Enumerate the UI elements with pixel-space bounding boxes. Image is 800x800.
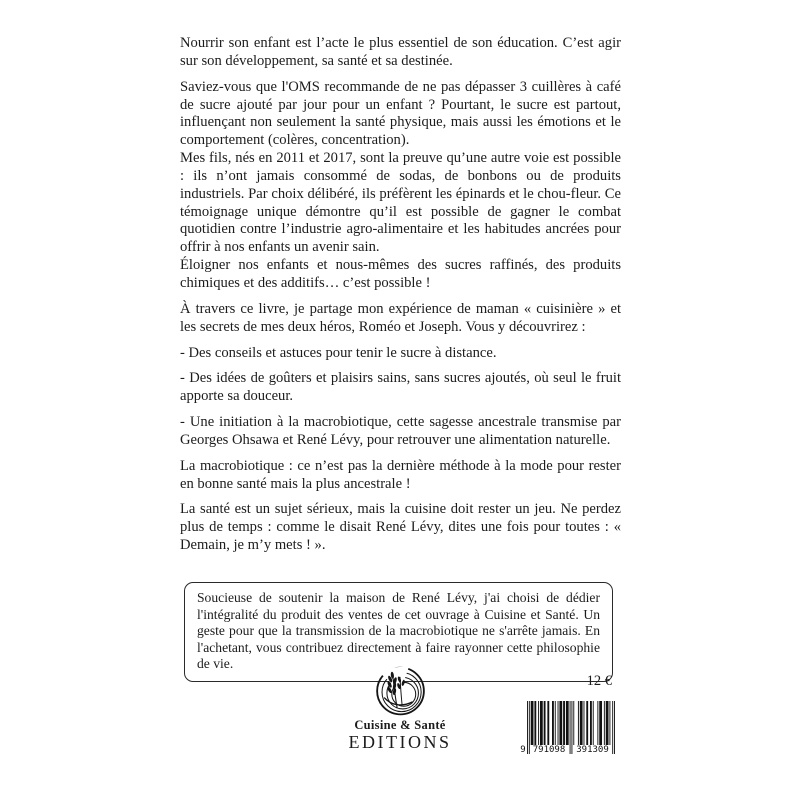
wheat-circle-logo-icon [373, 666, 428, 716]
bullet-item-3: - Une initiation à la macrobiotique, cette sagesse ancestrale transmise par Georges Ohsawa et René Lévy, pour retrouver une alimentation naturelle. [180, 414, 621, 448]
donation-note-text: Soucieuse de soutenir la maison de René Lévy, j'ai choisi de dédier l'intégralité du produit des ventes de cet ouvrage à Cuisine et Santé. Un geste pour que la transmission de la macrobiotique ne s'arrête jamais. En l'achetant, vous contribuez directement à faire rayonner cette philosophie de vie. [197, 590, 600, 672]
blurb-paragraph-6: La macrobiotique : ce n’est pas la dernière méthode à la mode pour rester en bonne santé mais la plus ancestrale ! [180, 457, 621, 492]
publisher-block [338, 666, 462, 753]
price-label: 12 € [586, 673, 612, 689]
blurb-paragraph-7: La santé est un sujet sérieux, mais la cuisine doit rester un jeu. Ne perdez plus de temps : comme le disait René Lévy, dites une fois pour toutes : « Demain, je m’y mets ! ». [180, 501, 621, 554]
publisher-name: Cuisine & Santé [354, 718, 446, 732]
publisher-editions-label: EDITIONS [348, 732, 452, 752]
bullet-item-1: - Des conseils et astuces pour tenir le sucre à distance. [180, 344, 497, 361]
blurb-column [180, 35, 621, 563]
blurb-paragraph-3: Mes fils, nés en 2011 et 2017, sont la preuve qu’une autre voie est possible : ils n’ont jamais consommé de sodas, de bonbons ou de produits industriels. Par choix délibéré, ils préfèrent les épinards et le chou-fleur. Ce témoignage unique démontre qu’il est possible de gagner le combat quotidien contre l’industrie agro-alimentaire et les habitudes ancrées pour offrir à nos enfants un avenir sain. [180, 150, 621, 256]
blurb-paragraph-2: Saviez-vous que l'OMS recommande de ne pas dépasser 3 cuillères à café de sucre ajouté par jour pour un enfant ? Pourtant, le sucre est partout, influençant non seulement la santé physique, mais aussi les émotions et le comportement (colères, concentration). [180, 78, 621, 149]
barcode-digits-right: 391309 [573, 745, 612, 755]
ean-barcode [521, 701, 617, 758]
blurb-paragraph-1: Nourrir son enfant est l’acte le plus essentiel de son éducation. C’est agir sur son développement, sa santé et sa destinée. [180, 35, 621, 69]
bullet-item-2: - Des idées de goûters et plaisirs sains, sans sucres ajoutés, où seul le fruit apporte sa douceur. [180, 370, 621, 405]
blurb-paragraph-4: Éloigner nos enfants et nous-mêmes des sucres raffinés, des produits chimiques et des additifs… c’est possible ! [180, 257, 621, 291]
barcode-digit-first: 9 [520, 745, 526, 755]
barcode-digits-left: 791098 [530, 745, 568, 755]
blurb-paragraph-5: À travers ce livre, je partage mon expérience de maman « cuisinière » et les secrets de mes deux héros, Roméo et Joseph. Vous y découvrirez : [180, 300, 621, 335]
